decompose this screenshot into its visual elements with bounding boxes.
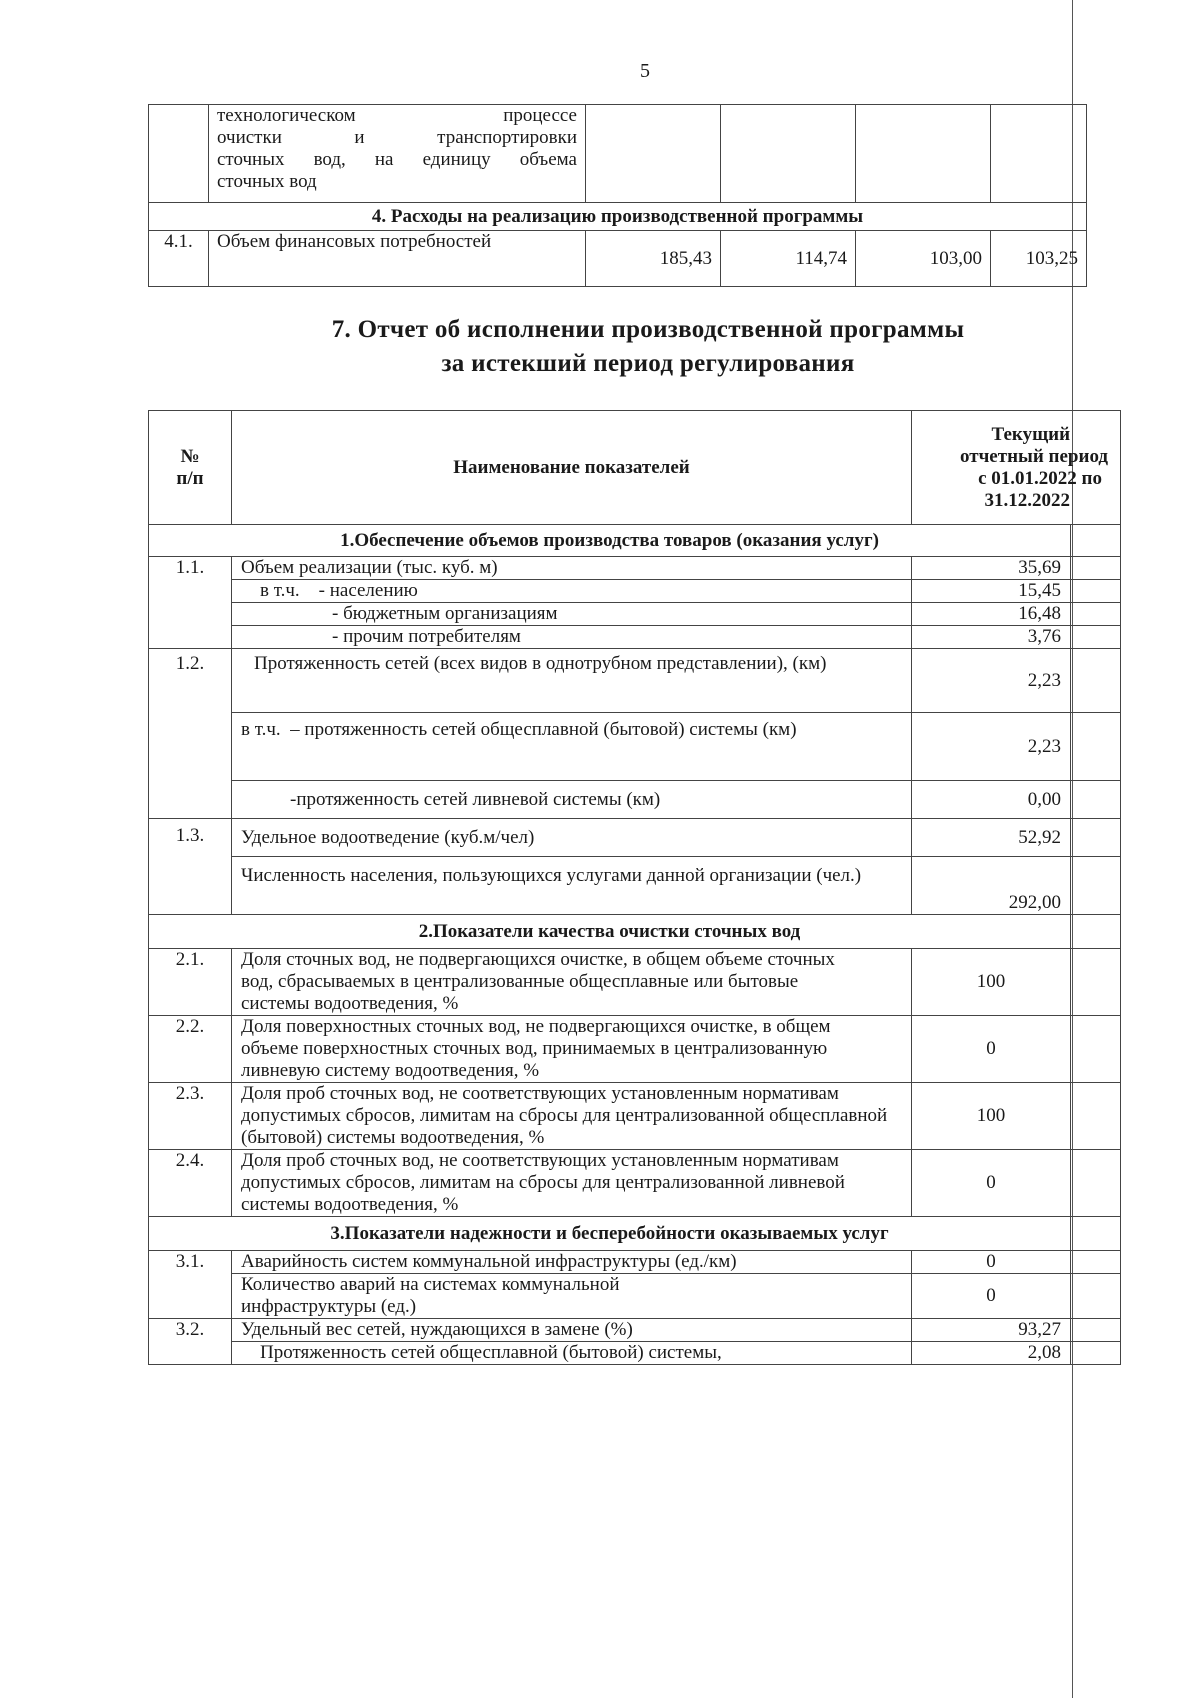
table-row xyxy=(149,1083,1121,1150)
empty-cell xyxy=(1071,557,1121,580)
indicator-name: в т.ч. - населению xyxy=(232,580,912,603)
table-row xyxy=(149,819,1121,857)
indicator-name: Аварийность систем коммунальной инфраструктуры (ед./км) xyxy=(232,1251,912,1274)
section-2-title: 2.Показатели качества очистки сточных вод xyxy=(149,915,1071,949)
section-row xyxy=(149,1217,1121,1251)
empty-cell xyxy=(1071,1342,1121,1365)
header-num-line: п/п xyxy=(176,467,204,489)
text-line: сточных вод, на единицу объема xyxy=(217,149,577,170)
empty-cell xyxy=(1071,857,1121,915)
section-row xyxy=(149,525,1121,557)
value-cell xyxy=(856,105,991,203)
value-cell: 292,00 xyxy=(912,857,1071,915)
value-cell: 100 xyxy=(912,949,1071,1016)
empty-cell xyxy=(1071,1217,1121,1251)
value-cell: 103,25 xyxy=(991,231,1087,287)
page-number: 5 xyxy=(640,60,650,82)
indicator-name: Доля сточных вод, не подвергающихся очистке, в общем объеме сточных вод, сбрасываемых в централизованные общесплавные или бытовые системы водоотведения, % xyxy=(232,949,912,1016)
row-number: 3.2. xyxy=(149,1319,232,1365)
value-cell: 2,23 xyxy=(912,713,1071,781)
indicator-name: Доля поверхностных сточных вод, не подвергающихся очистке, в общем объеме поверхностных сточных вод, принимаемых в централизованную ливневую систему водоотведения, % xyxy=(232,1016,912,1083)
empty-cell xyxy=(1071,580,1121,603)
value-cell: 52,92 xyxy=(912,819,1071,857)
indicator-name: Удельное водоотведение (куб.м/чел) xyxy=(232,819,912,857)
indicator-name-cell xyxy=(209,105,586,203)
indicator-name: Протяженность сетей общесплавной (бытовой) системы, xyxy=(232,1342,912,1365)
indicator-name: Объем финансовых потребностей xyxy=(209,231,586,287)
empty-cell xyxy=(1071,949,1121,1016)
value-cell xyxy=(991,105,1087,203)
text-line: сточных вод xyxy=(217,171,317,192)
indicator-name: Доля проб сточных вод, не соответствующих установленным нормативам допустимых сбросов, лимитам на сбросы для централизованной общесплавной (бытовой) системы водоотведения, % xyxy=(232,1083,912,1150)
empty-cell xyxy=(1071,626,1121,649)
value-cell: 100 xyxy=(912,1083,1071,1150)
table-row xyxy=(149,557,1121,580)
indicator-name: в т.ч. – протяженность сетей общесплавной (бытовой) системы (км) xyxy=(232,713,912,781)
row-number: 1.3. xyxy=(149,819,232,915)
indicator-name: Протяженность сетей (всех видов в однотрубном представлении), (км) xyxy=(232,649,912,713)
value-cell: 0 xyxy=(912,1016,1071,1083)
table-row xyxy=(149,649,1121,713)
table-row xyxy=(149,1274,1121,1319)
row-number: 2.3. xyxy=(149,1083,232,1150)
section-1-title: 1.Обеспечение объемов производства товаров (оказания услуг) xyxy=(149,525,1071,557)
header-period xyxy=(912,411,1121,525)
value-cell: 0 xyxy=(912,1150,1071,1217)
indicator-name: Количество аварий на системах коммунальной инфраструктуры (ед.) xyxy=(232,1274,912,1319)
header-row xyxy=(149,411,1121,525)
table-row xyxy=(149,1342,1121,1365)
table-row xyxy=(149,781,1121,819)
table-row xyxy=(149,1319,1121,1342)
empty-cell xyxy=(1071,1016,1121,1083)
value-cell xyxy=(586,105,721,203)
table-row xyxy=(149,857,1121,915)
text-line: очистки и транспортировки xyxy=(217,127,577,148)
indicator-name: Объем реализации (тыс. куб. м) xyxy=(232,557,912,580)
row-number: 4.1. xyxy=(149,231,209,287)
value-cell: 0,00 xyxy=(912,781,1071,819)
indicator-name: Доля проб сточных вод, не соответствующих установленным нормативам допустимых сбросов, лимитам на сбросы для централизованной ливневой системы водоотведения, % xyxy=(232,1150,912,1217)
row-number: 2.1. xyxy=(149,949,232,1016)
value-cell: 3,76 xyxy=(912,626,1071,649)
indicator-name: -протяженность сетей ливневой системы (км) xyxy=(232,781,912,819)
value-cell: 2,08 xyxy=(912,1342,1071,1365)
indicator-name: Численность населения, пользующихся услугами данной организации (чел.) xyxy=(232,857,912,915)
empty-cell xyxy=(1071,1319,1121,1342)
num-cell xyxy=(149,105,209,203)
header-period-line: отчетный период xyxy=(960,445,1109,467)
section-4-title: 4. Расходы на реализацию производственной программы xyxy=(149,203,1087,231)
table-row xyxy=(149,105,1087,203)
table-row xyxy=(149,580,1121,603)
empty-cell xyxy=(1071,915,1121,949)
value-cell: 0 xyxy=(912,1251,1071,1274)
value-cell: 185,43 xyxy=(586,231,721,287)
value-cell: 35,69 xyxy=(912,557,1071,580)
table-row xyxy=(149,231,1087,287)
table-row xyxy=(149,1016,1121,1083)
row-number: 2.2. xyxy=(149,1016,232,1083)
section-row xyxy=(149,203,1087,231)
header-num xyxy=(149,411,232,525)
indicator-name: - прочим потребителям xyxy=(232,626,912,649)
empty-cell xyxy=(1071,1083,1121,1150)
empty-cell xyxy=(1071,781,1121,819)
table-row xyxy=(149,603,1121,626)
empty-cell xyxy=(1071,1274,1121,1319)
value-cell: 93,27 xyxy=(912,1319,1071,1342)
value-cell: 15,45 xyxy=(912,580,1071,603)
header-name: Наименование показателей xyxy=(232,411,912,525)
empty-cell xyxy=(1071,713,1121,781)
section-3-title: 3.Показатели надежности и бесперебойности оказываемых услуг xyxy=(149,1217,1071,1251)
indicator-name: Удельный вес сетей, нуждающихся в замене (%) xyxy=(232,1319,912,1342)
empty-cell xyxy=(1071,1251,1121,1274)
table-row xyxy=(149,1251,1121,1274)
indicator-name: - бюджетным организациям xyxy=(232,603,912,626)
header-period-line: Текущий xyxy=(991,423,1071,445)
report-title xyxy=(148,313,1148,381)
header-period-line: с 01.01.2022 по xyxy=(978,467,1103,489)
row-number: 2.4. xyxy=(149,1150,232,1217)
empty-cell xyxy=(1071,1150,1121,1217)
top-table xyxy=(148,104,1087,287)
value-cell: 2,23 xyxy=(912,649,1071,713)
report-title-line: 7. Отчет об исполнении производственной программы xyxy=(331,316,965,343)
table-row xyxy=(149,949,1121,1016)
row-number: 3.1. xyxy=(149,1251,232,1319)
value-cell: 114,74 xyxy=(721,231,856,287)
text-line: технологическом процессе xyxy=(217,105,577,126)
row-number: 1.1. xyxy=(149,557,232,649)
value-cell xyxy=(721,105,856,203)
section-row xyxy=(149,915,1121,949)
report-title-line: за истекший период регулирования xyxy=(441,350,855,377)
empty-cell xyxy=(1071,525,1121,557)
value-cell: 103,00 xyxy=(856,231,991,287)
value-cell: 0 xyxy=(912,1274,1071,1319)
empty-cell xyxy=(1071,819,1121,857)
header-period-line: 31.12.2022 xyxy=(984,489,1071,511)
empty-cell xyxy=(1071,603,1121,626)
empty-cell xyxy=(1071,649,1121,713)
header-num-line: № xyxy=(180,445,200,467)
table-row xyxy=(149,626,1121,649)
value-cell: 16,48 xyxy=(912,603,1071,626)
table-row xyxy=(149,713,1121,781)
table-row xyxy=(149,1150,1121,1217)
report-table xyxy=(148,410,1121,1365)
row-number: 1.2. xyxy=(149,649,232,819)
